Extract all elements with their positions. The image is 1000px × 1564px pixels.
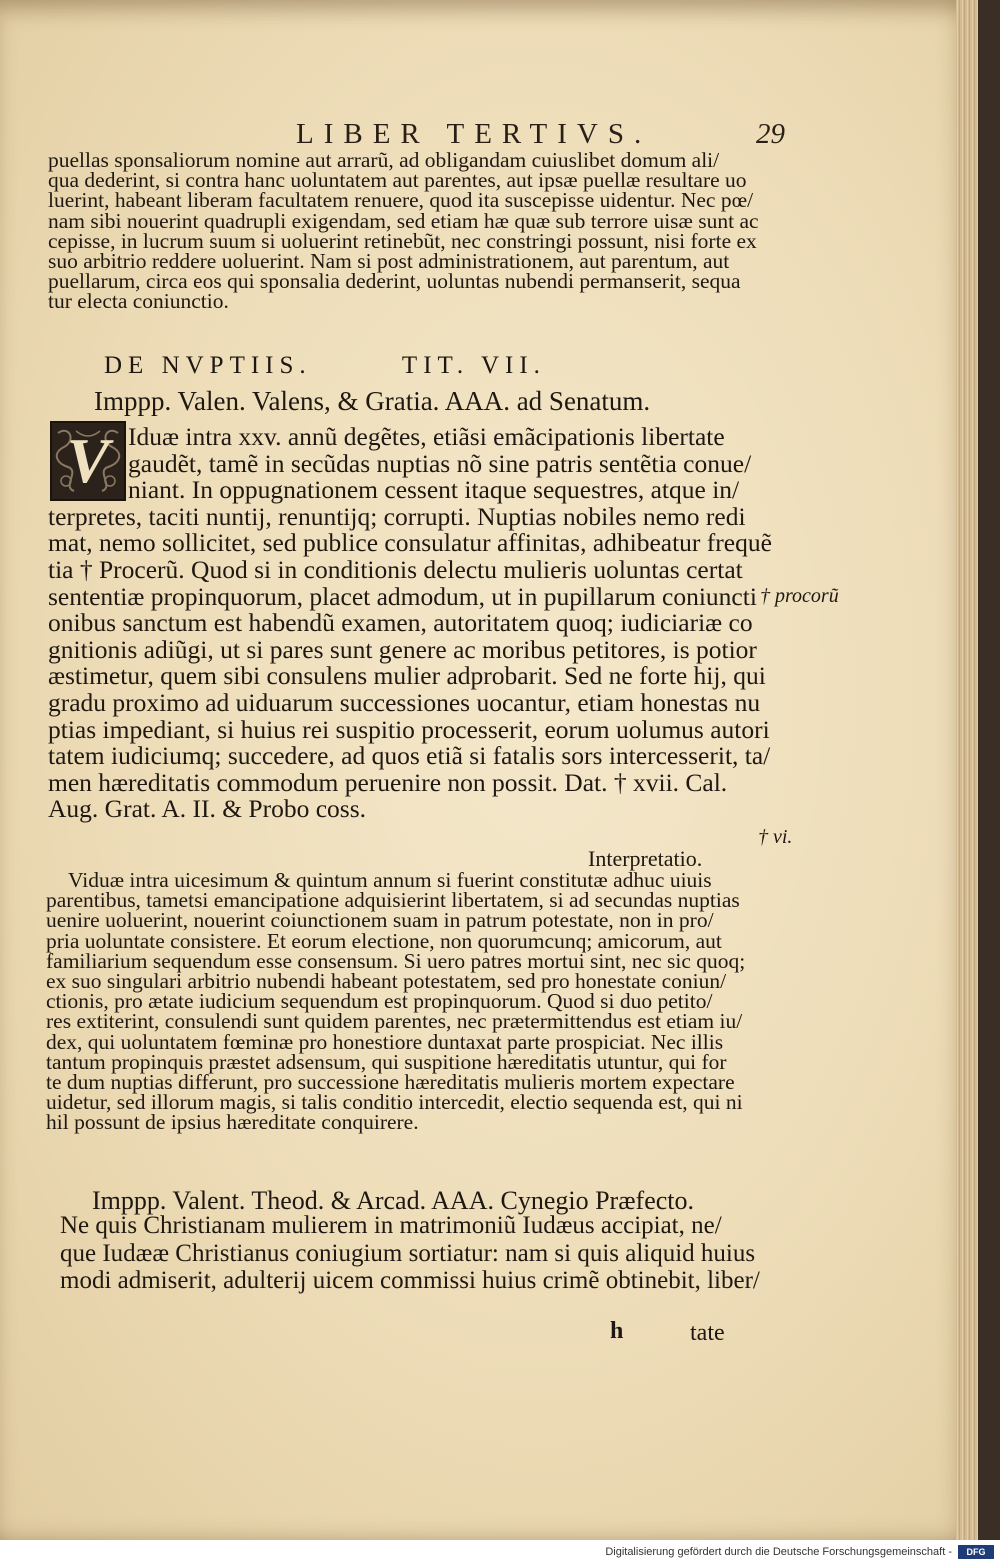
text-line: pria uoluntate consistere. Et eorum electione, non quorumcunq; amicorum, aut xyxy=(46,928,722,953)
text-line: Aug. Grat. A. II. & Probo coss. xyxy=(48,794,367,824)
decree-heading: Imppp. Valen. Valens, & Gratia. AAA. ad Senatum. xyxy=(94,386,651,416)
dfg-logo-icon: DFG xyxy=(958,1545,994,1559)
text-line: res extiterint, consulendi sunt quidem parentes, nec prætermittendus est etiam iu/ xyxy=(46,1009,743,1034)
text-line: mat, nemo sollicitet, sed publice consulatur affinitas, adhibeatur frequẽ xyxy=(48,528,772,558)
signature-mark: h xyxy=(610,1318,624,1344)
marginal-note-procorum: † procorũ xyxy=(760,585,839,607)
text-line: niant. In oppugnationem cessent itaque sequestres, atque in/ xyxy=(128,475,740,505)
text-line: puellas sponsaliorum nomine aut arrarũ, ad obligandam cuiuslibet domum ali/ xyxy=(48,148,720,172)
decree-heading-2: Imppp. Valent. Theod. & Arcad. AAA. Cynegio Præfecto. xyxy=(92,1186,695,1215)
text-line: modi admiserit, adulterij uicem commissi huius crimẽ obtinebit, liber/ xyxy=(60,1267,760,1294)
footer-bar xyxy=(0,1540,1000,1564)
catchword: tate xyxy=(690,1320,725,1346)
initial-letter: V xyxy=(66,425,110,496)
running-head: LIBER TERTIVS. xyxy=(296,118,652,150)
paragraph-interpretatio xyxy=(46,870,766,1133)
text-line: terpretes, taciti nuntij, renuntijq; corrupti. Nuptias nobiles nemo redi xyxy=(48,501,746,531)
text-line: gradu proximo ad uiduarum successiones uocantur, etiam honestas nu xyxy=(48,687,761,717)
text-line: ex suo singulari arbitrio nubendi habeant potestatem, sed pro honestate coniun/ xyxy=(46,969,727,994)
text-line: hil possunt de ipsius hæreditate conquirere. xyxy=(46,1110,419,1135)
page-number: 29 xyxy=(756,118,785,150)
text-line: que Iudææ Christianus coniugium sortiatur: nam si quis aliquid huius xyxy=(60,1239,756,1267)
text-line: familiarium sequendum esse consensum. Si uero patres mortui sint, nec sic quoq; xyxy=(46,948,746,973)
section-title: DE NVPTIIS. xyxy=(104,352,312,379)
text-line: nam sibi nouerint quadrupli exigendam, sed etiam hæ quæ sub terrore uisæ sunt ac xyxy=(48,208,759,233)
text-line: sententiæ propinquorum, placet admodum, ut in pupillarum coniuncti xyxy=(48,581,757,611)
text-line: puellarum, circa eos qui sponsalia dederint, uoluntas nubendi permanserit, sequa xyxy=(48,269,741,294)
text-line: ptias impediant, si huius rei suspitio processerit, eorum uolumus autori xyxy=(48,714,770,744)
text-line: te dum nuptias differunt, pro successione hæreditatis mulieris mortem expectare xyxy=(46,1070,735,1095)
text-line: uidetur, sed illorum magis, si talis conditio intercedit, electio sequenda est, qui ni xyxy=(46,1090,743,1115)
text-line: dex, qui uoluntatem fœminæ pro honestiore duntaxat parte prospiciat. Nec illis xyxy=(46,1029,724,1054)
text-line: gnitionis adiũgi, ut si pares sunt genere ac moribus petitores, is potior xyxy=(48,634,757,664)
page-edge xyxy=(956,0,978,1540)
text-line: tantum propinquis præstet adsensum, qui suspitione hæreditatis utuntur, qui for xyxy=(46,1049,727,1074)
paragraph-decree-2 xyxy=(60,1212,780,1295)
text-line: cepisse, in lucrum suum si uoluerint retinebũt, nec constringi possunt, nisi forte ex xyxy=(48,228,757,253)
text-line: onibus sanctum est habendũ examen, autoritatem quoq; iudiciariæ co xyxy=(48,608,753,638)
text-line: Viduæ intra uicesimum & quintum annum si fuerint constitutæ adhuc uiuis xyxy=(68,868,712,892)
funding-notice: Digitalisierung gefördert durch die Deutsche Forschungsgemeinschaft - xyxy=(605,1546,952,1558)
text-line: Iduæ intra xxv. annũ degẽtes, etiãsi emãcipationis libertate xyxy=(128,422,725,451)
marginal-note-vi: † vi. xyxy=(758,826,793,848)
text-line: men hæreditatis commodum peruenire non possit. Dat. † xvii. Cal. xyxy=(48,767,728,797)
text-line: parentibus, tametsi emancipatione adquisierint libertatem, si ad secundas nuptias xyxy=(46,888,740,913)
section-heading xyxy=(104,352,546,380)
text-line: ctionis, pro ætate iudicium sequendum est propinquorum. Quod si duo petito/ xyxy=(46,989,713,1014)
paragraph-decree-1 xyxy=(48,422,772,824)
section-tit: TIT. VII. xyxy=(401,352,546,379)
text-line: tia † Procerũ. Quod si in conditionis delectu mulieris uoluntas certat xyxy=(48,554,743,584)
text-line: tur electa coniunctio. xyxy=(48,289,229,314)
paragraph-sponsalia xyxy=(48,150,768,312)
text-line: suo arbitrio reddere uoluerint. Nam si post administrationem, aut parentum, aut xyxy=(48,249,730,274)
text-line: Ne quis Christianam mulierem in matrimoniũ Iudæus accipiat, ne/ xyxy=(60,1212,722,1239)
text-line: æstimetur, quem sibi consulens mulier adprobarit. Sed ne forte hij, qui xyxy=(48,661,766,691)
interpretatio-title: Interpretatio. xyxy=(588,846,703,871)
text-line: luerint, habeant liberam facultatem renuere, quod ita suscepisse uidentur. Nec pœ/ xyxy=(48,188,754,213)
text-line: gaudẽt, tamẽ in secũdas nuptias nõ sine patris sentẽtia conue/ xyxy=(128,448,752,478)
text-line: tatem iudiciumq; succedere, ad quos etiã si fatalis sors intercesserit, ta/ xyxy=(48,741,771,771)
text-line: qua dederint, si contra hanc uoluntatem aut parentes, aut ipsæ puellæ resultare uo xyxy=(48,168,747,193)
text-line: uenire uoluerint, nouerint coiunctionem suam in patrum potestate, non in pro/ xyxy=(46,908,714,933)
